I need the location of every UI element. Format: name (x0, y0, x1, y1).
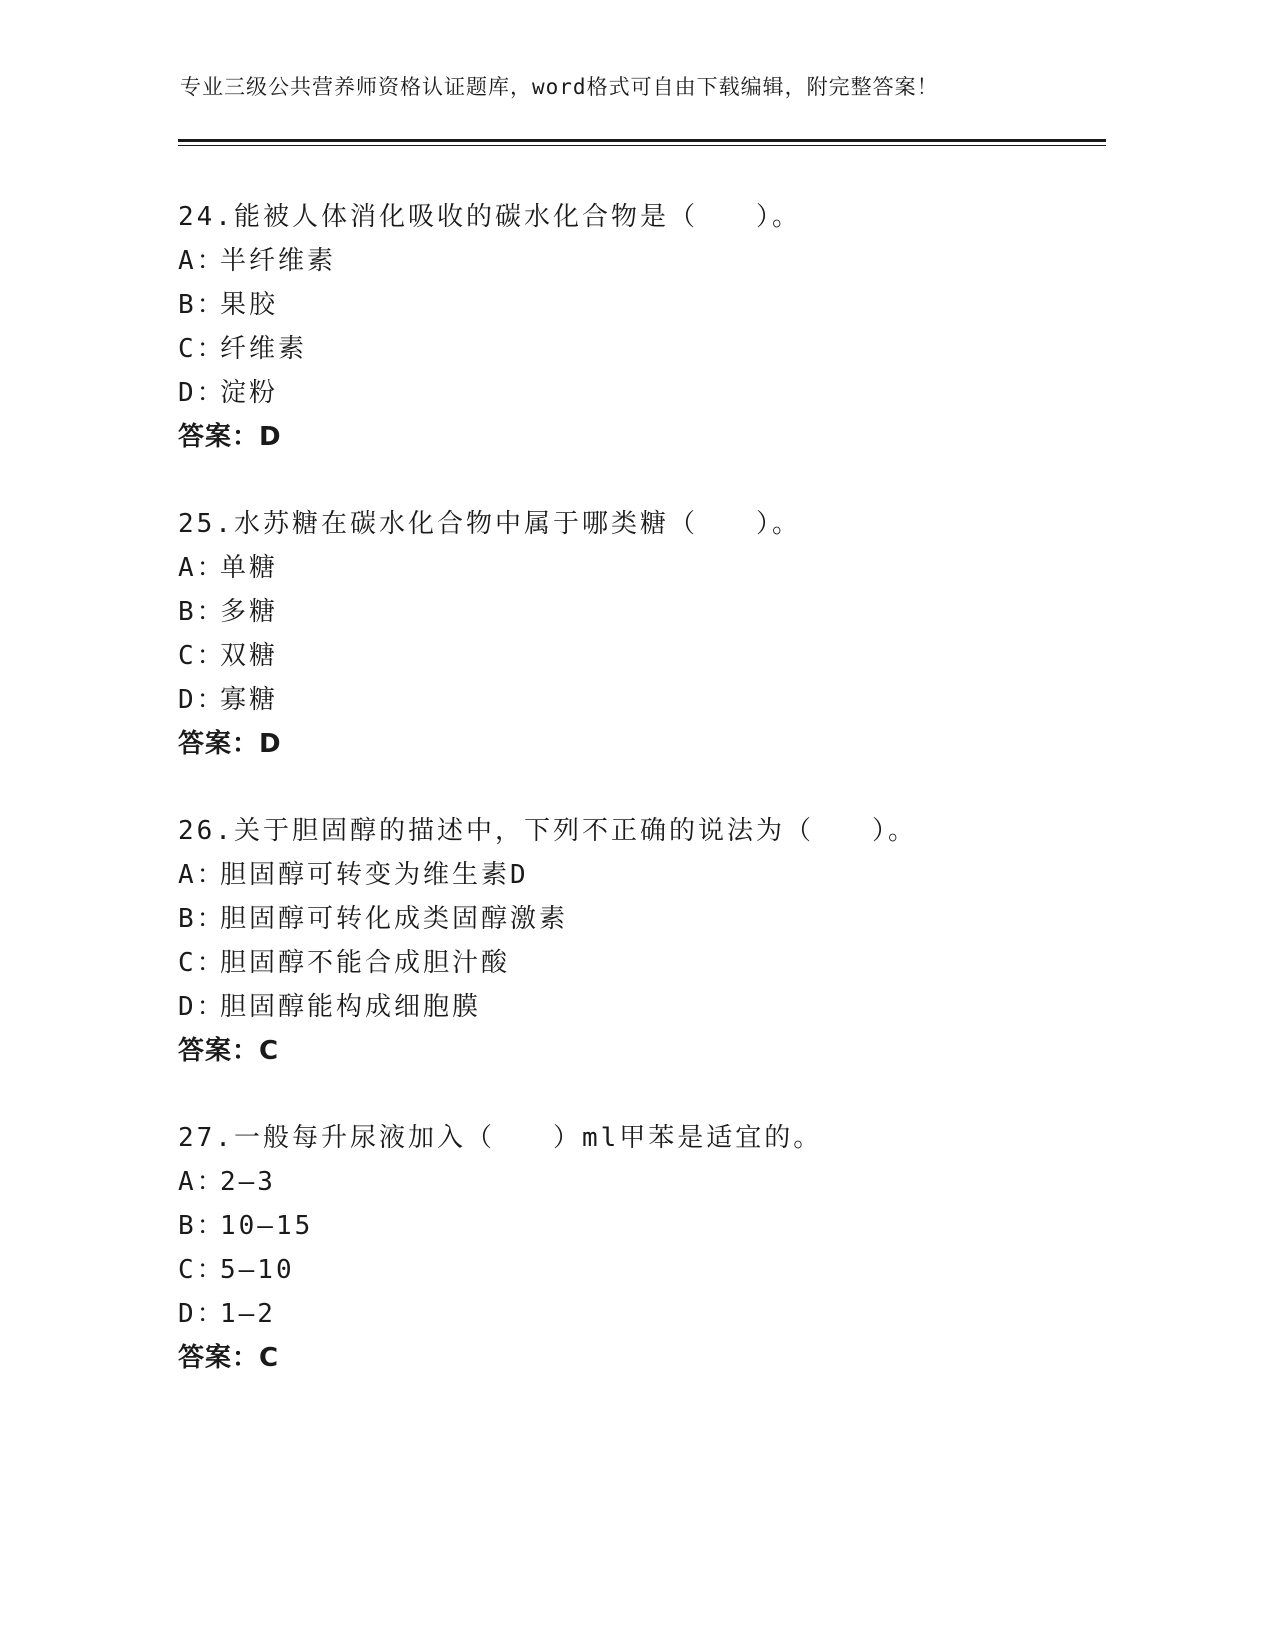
option-letter: A： (178, 860, 226, 890)
option-letter: D： (178, 992, 226, 1022)
option-a (178, 853, 1108, 897)
header-rule-thick (178, 139, 1106, 142)
question-list (178, 195, 1108, 1423)
question-stem: 27.一般每升尿液加入（ ）ml甲苯是适宜的。 (178, 1123, 823, 1153)
option-b (178, 590, 1108, 634)
option-text: 寡糖 (220, 685, 279, 715)
question-26 (178, 809, 1108, 1073)
option-text: 果胶 (220, 290, 279, 320)
option-text: 胆固醇可转化成类固醇激素 (220, 904, 569, 934)
option-text: 胆固醇不能合成胆汁酸 (220, 948, 511, 978)
question-24 (178, 195, 1108, 459)
question-stem: 26.关于胆固醇的描述中，下列不正确的说法为（ ）。 (178, 816, 917, 846)
option-letter: B： (178, 904, 226, 934)
option-text: 1—2 (220, 1299, 276, 1329)
option-d (178, 371, 1108, 415)
option-text: 多糖 (220, 597, 279, 627)
answer-line: 答案：C (178, 1036, 280, 1066)
option-text: 双糖 (220, 641, 279, 671)
option-d (178, 678, 1108, 722)
option-letter: D： (178, 378, 226, 408)
option-text: 胆固醇可转变为维生素D (220, 860, 529, 890)
option-b (178, 897, 1108, 941)
option-letter: B： (178, 1211, 226, 1241)
option-text: 半纤维素 (220, 246, 337, 276)
option-c (178, 941, 1108, 985)
option-letter: C： (178, 1255, 226, 1285)
option-text: 纤维素 (220, 334, 308, 364)
option-a (178, 1160, 1108, 1204)
answer-line: 答案：D (178, 422, 282, 452)
option-b (178, 283, 1108, 327)
header-rule-thin (178, 145, 1106, 146)
question-stem: 25.水苏糖在碳水化合物中属于哪类糖（ ）。 (178, 509, 801, 539)
option-text: 单糖 (220, 553, 279, 583)
option-letter: B： (178, 290, 226, 320)
option-letter: D： (178, 1299, 226, 1329)
option-d (178, 1292, 1108, 1336)
option-b (178, 1204, 1108, 1248)
option-letter: B： (178, 597, 226, 627)
option-a (178, 239, 1108, 283)
option-a (178, 546, 1108, 590)
question-stem: 24.能被人体消化吸收的碳水化合物是（ ）。 (178, 202, 801, 232)
option-c (178, 327, 1108, 371)
option-letter: C： (178, 948, 226, 978)
option-letter: C： (178, 641, 226, 671)
option-letter: A： (178, 553, 226, 583)
option-text: 淀粉 (220, 378, 279, 408)
page-header: 专业三级公共营养师资格认证题库，word格式可自由下载编辑，附完整答案！ (180, 75, 939, 99)
option-c (178, 634, 1108, 678)
option-c (178, 1248, 1108, 1292)
option-letter: A： (178, 1167, 226, 1197)
answer-line: 答案：C (178, 1343, 280, 1373)
answer-line: 答案：D (178, 729, 282, 759)
option-text: 10—15 (220, 1211, 314, 1241)
question-27 (178, 1116, 1108, 1380)
option-letter: C： (178, 334, 226, 364)
option-letter: A： (178, 246, 226, 276)
option-text: 胆固醇能构成细胞膜 (220, 992, 482, 1022)
option-text: 5—10 (220, 1255, 295, 1285)
question-25 (178, 502, 1108, 766)
option-text: 2—3 (220, 1167, 276, 1197)
option-letter: D： (178, 685, 226, 715)
option-d (178, 985, 1108, 1029)
